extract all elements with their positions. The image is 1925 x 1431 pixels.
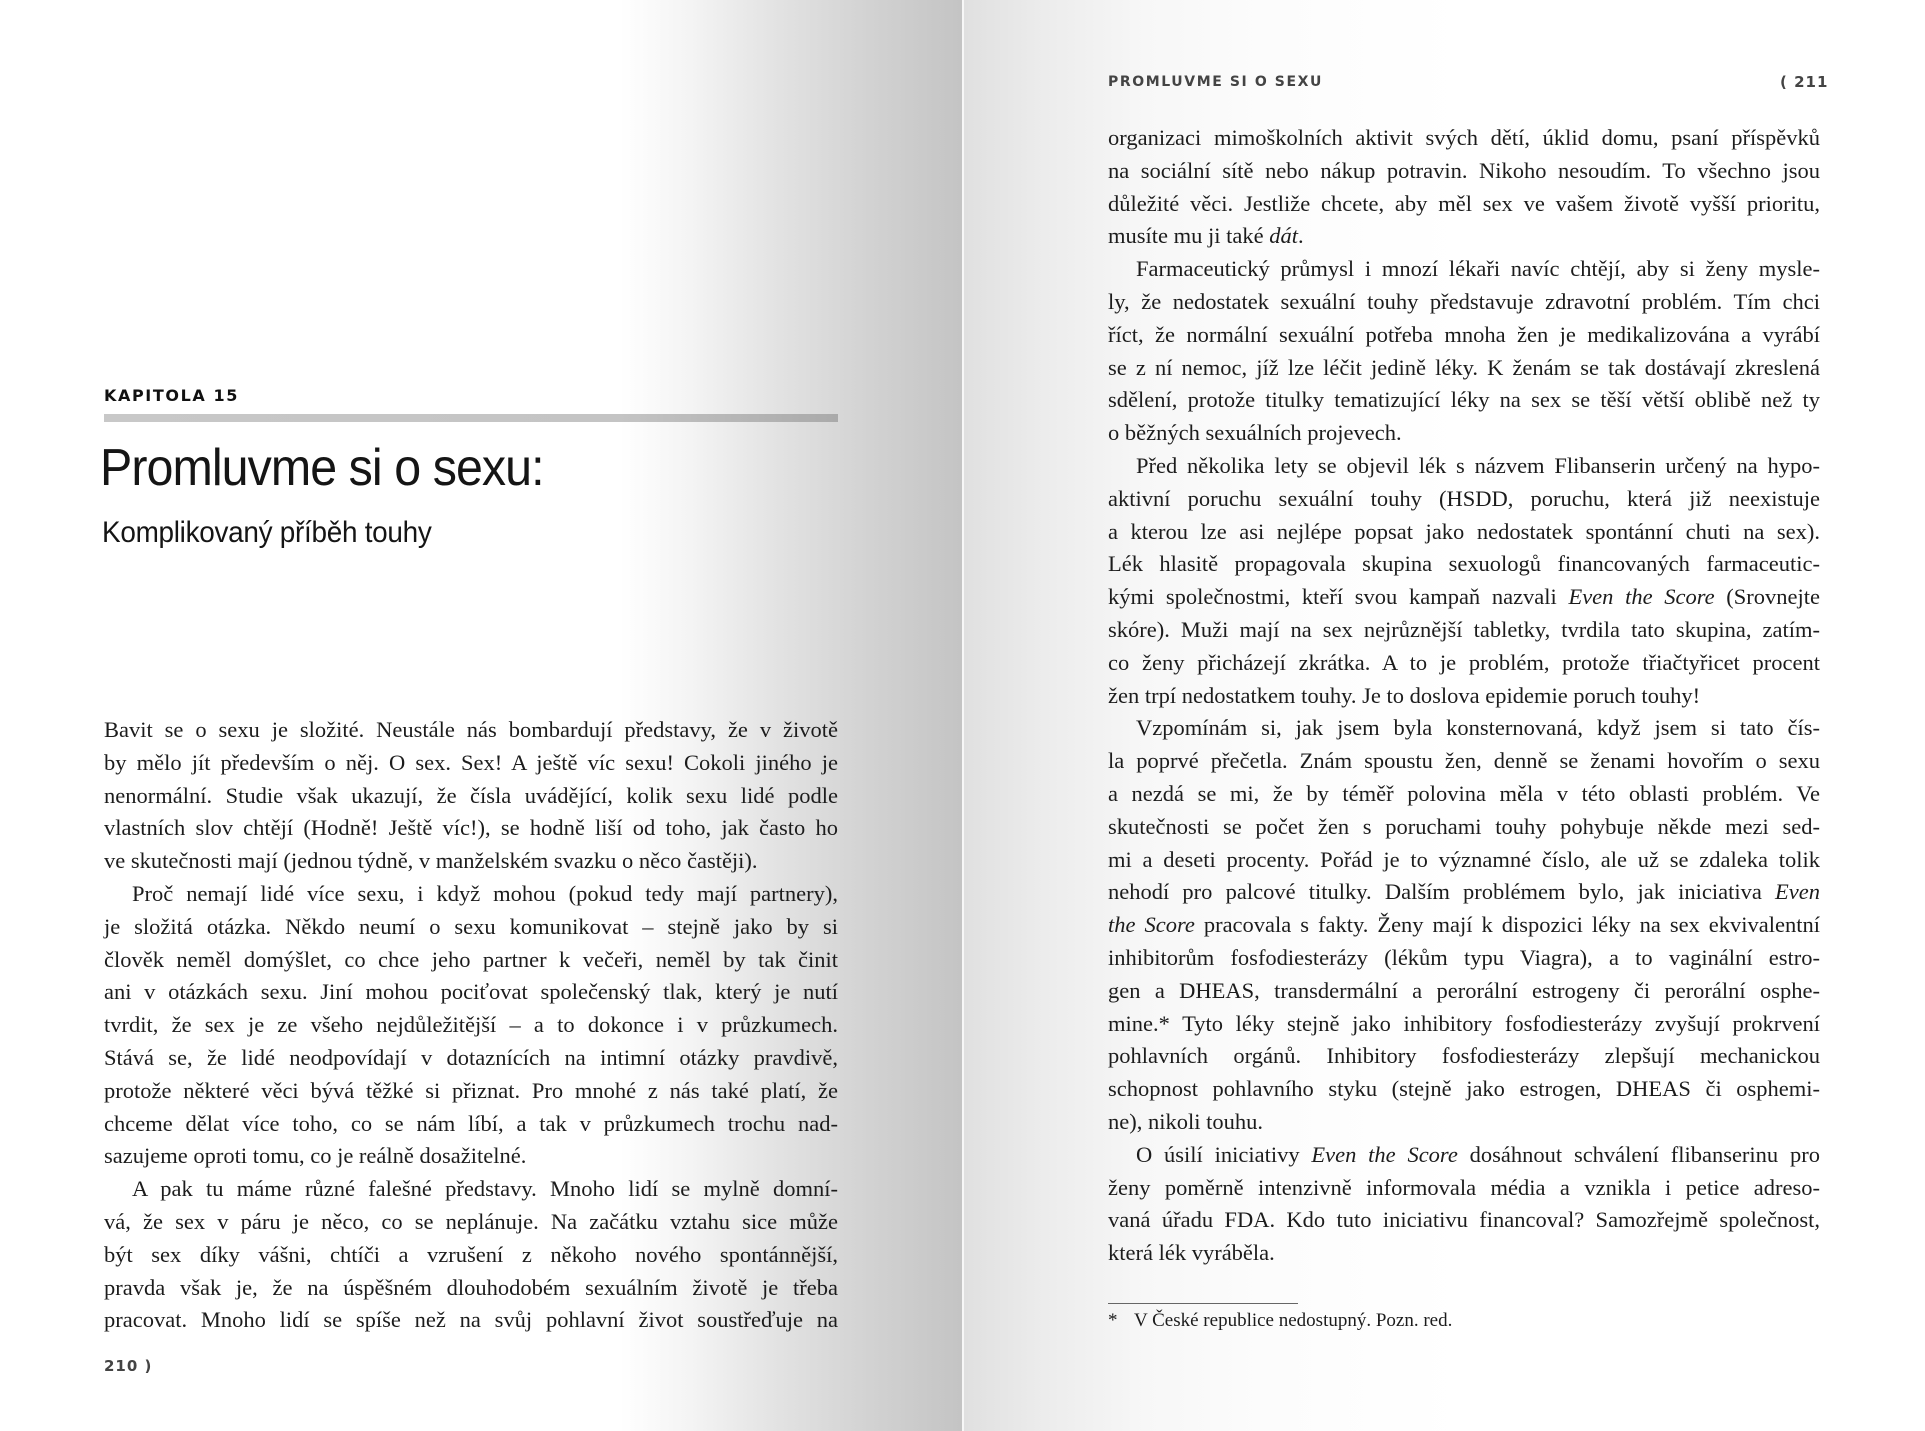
text-line: ženy poměrně intenzivně informovala média a vznikla i petice adreso-	[1108, 1174, 1820, 1200]
text-line: ve skutečnosti mají (jednou týdně, v manželském svazku o něco častěji).	[104, 848, 758, 874]
page-number-left: 210 )	[104, 1357, 153, 1375]
footnote-marker: *	[1108, 1310, 1118, 1331]
paragraph	[104, 878, 838, 1173]
text-line: schopnost pohlavního styku (stejně jako estrogen, DHEAS či osphemi-	[1108, 1076, 1820, 1102]
text-line: protože některé věci bývá těžké si přiznat. Pro mnohé z nás také platí, že	[104, 1077, 838, 1103]
running-head: PROMLUVME SI O SEXU	[1108, 74, 1324, 90]
text-line	[1108, 1139, 1820, 1172]
text-run: .	[1298, 223, 1304, 249]
text-line: Vzpomínám si, jak jsem byla konsternovaná, když jsem si tato čís-	[1136, 715, 1820, 741]
text-line: člověk neměl domýšlet, co chce jeho partner k večeři, neměl by tak činit	[104, 946, 838, 972]
left-page-body	[104, 714, 838, 1337]
page-number-right: ( 211	[1780, 73, 1829, 91]
text-line: ani v otázkách sexu. Jiní mohou pociťovat společenský tlak, který je nutí	[104, 979, 838, 1005]
text-line	[1108, 876, 1820, 909]
text-line: vá, že sex v páru je něco, co se neplánuje. Na začátku vztahu sice může	[104, 1208, 838, 1234]
right-page-body	[1108, 122, 1820, 1270]
text-line: organizaci mimoškolních aktivit svých dětí, úklid domu, psaní příspěvků	[1108, 125, 1820, 150]
text-line: sdělení, protože titulky tematizující léky na sex se těší větší oblibě než ty	[1108, 387, 1820, 413]
text-line: být sex díky vášni, chtíči a vzrušení z někoho nového spontánnější,	[104, 1241, 838, 1267]
emphasis-text: the Score	[1108, 912, 1195, 938]
text-run: kými společnostmi, kteří svou kampaň nazvali	[1108, 584, 1569, 610]
text-line: o běžných sexuálních projevech.	[1108, 420, 1402, 446]
footnote-divider	[1108, 1303, 1298, 1304]
chapter-subtitle: Komplikovaný příběh touhy	[102, 516, 432, 549]
emphasis-text: dát	[1269, 223, 1298, 249]
text-line: Proč nemají lidé více sexu, i když mohou (pokud tedy mají partnery),	[132, 880, 838, 906]
text-line: Před několika lety se objevil lék s názvem Flibanserin určený na hypo-	[1136, 452, 1820, 478]
chapter-title: Promluvme si o sexu:	[100, 439, 544, 497]
text-line: důležité věci. Jestliže chcete, aby měl sex ve vašem životě vyšší prioritu,	[1108, 190, 1820, 216]
text-run: musíte mu ji také	[1108, 223, 1270, 249]
paragraph	[1108, 122, 1820, 253]
paragraph	[104, 714, 838, 878]
text-line: pohlavních orgánů. Inhibitory fosfodiesterázy zlepšují mechanickou	[1108, 1043, 1820, 1069]
emphasis-text: Even the Score	[1568, 584, 1715, 610]
emphasis-text: Even	[1775, 879, 1820, 905]
paragraph	[104, 1173, 838, 1337]
text-line: mine.* Tyto léky stejně jako inhibitory fosfodiesterázy zvyšují prokrvení	[1108, 1010, 1820, 1036]
text-line: A pak tu máme různé falešné představy. Mnoho lidí se mylně domní-	[132, 1176, 838, 1202]
text-line: Bavit se o sexu je složité. Neustále nás bombardují představy, že v životě	[104, 717, 838, 742]
text-line	[1108, 909, 1820, 942]
text-run: dosáhnout schválení flibanserinu pro	[1457, 1141, 1820, 1167]
text-line: ly, že nedostatek sexuální touhy představuje zdravotní problém. Tím chci	[1108, 288, 1820, 314]
text-line: inhibitorům fosfodiesterázy (lékům typu Viagra), a to vaginální estro-	[1108, 944, 1820, 970]
text-line	[1108, 220, 1820, 253]
text-line: co ženy přicházejí zkrátka. A to je problém, protože třiačtyřicet procent	[1108, 649, 1820, 675]
text-run: O úsilí iniciativy	[1136, 1141, 1312, 1167]
text-line: skóre). Muži mají na sex nejrůznější tabletky, tvrdila tato skupina, zatím-	[1108, 616, 1820, 642]
text-line: nenormální. Studie však ukazují, že čísla uvádějící, kolik sexu lidé podle	[104, 782, 838, 808]
text-run: pracovala s fakty. Ženy mají k dispozici léky na sex ekvivalentní	[1194, 912, 1820, 938]
text-line: pracovat. Mnoho lidí se spíše než na svůj pohlavní život soustřeďuje na	[104, 1307, 838, 1333]
text-line: na sociální sítě nebo nákup potravin. Nikoho nesoudím. To všechno jsou	[1108, 157, 1820, 183]
text-line: la poprvé přečetla. Znám spoustu žen, denně se ženami hovořím o sexu	[1108, 748, 1820, 774]
text-line: je složitá otázka. Někdo neumí o sexu komunikovat – stejně jako by si	[104, 913, 838, 939]
text-line: Farmaceutický průmysl i mnozí lékaři navíc chtějí, aby si ženy mysle-	[1136, 256, 1820, 282]
footnote	[1108, 1310, 1452, 1332]
text-line: která lék vyráběla.	[1108, 1240, 1275, 1266]
text-run: nehodí pro palcové titulky. Dalším problémem bylo, jak iniciativa	[1108, 879, 1776, 905]
text-line: vaná úřadu FDA. Kdo tuto iniciativu financoval? Samozřejmě společnost,	[1108, 1207, 1820, 1233]
text-line: se z ní nemoc, jíž lze léčit jedině léky. K ženám se tak dostávají zkreslená	[1108, 354, 1820, 380]
text-line: Lék hlasitě propagovala skupina sexuologů financovaných farmaceutic-	[1108, 551, 1820, 577]
paragraph	[1108, 450, 1820, 712]
text-line: tvrdit, že sex je ze všeho nejdůležitější – a to dokonce i v průzkumech.	[104, 1012, 838, 1038]
text-line: říct, že normální sexuální potřeba mnoha žen je medikalizována a vyrábí	[1108, 321, 1820, 347]
text-line: vlastních slov chtějí (Hodně! Ještě víc!), se hodně liší od toho, jak často ho	[104, 815, 838, 841]
paragraph	[1108, 253, 1820, 450]
text-line: a kterou lze asi nejlépe popsat jako nedostatek spontánní chuti na sex).	[1108, 518, 1820, 544]
text-run: (Srovnejte	[1714, 584, 1820, 610]
chapter-divider-bar	[104, 414, 838, 422]
text-line: by mělo jít především o něj. O sex. Sex! A ještě víc sexu! Cokoli jiného je	[104, 749, 838, 775]
footnote-text: V České republice nedostupný. Pozn. red.	[1134, 1310, 1453, 1331]
text-line: ne), nikoli touhu.	[1108, 1108, 1263, 1134]
text-line: Stává se, že lidé neodpovídají v dotaznících na intimní otázky pravdivě,	[104, 1044, 838, 1070]
text-line: mi a deseti procenty. Pořád je to významné číslo, ale už se zdaleka tolik	[1108, 846, 1820, 872]
paragraph	[1108, 1139, 1820, 1270]
chapter-label: KAPITOLA 15	[104, 386, 239, 405]
paragraph	[1108, 712, 1820, 1138]
text-line: chceme dělat více toho, co se nám líbí, a tak v průzkumech trochu nad-	[104, 1110, 838, 1136]
text-line: žen trpí nedostatkem touhy. Je to doslova epidemie poruch touhy!	[1108, 682, 1701, 708]
text-line: gen a DHEAS, transdermální a perorální estrogeny či perorální osphe-	[1108, 977, 1820, 1003]
text-line: aktivní poruchu sexuální touhy (HSDD, poruchu, která již neexistuje	[1108, 485, 1820, 511]
text-line	[1108, 581, 1820, 614]
text-line: sazujeme oproti tomu, co je reálně dosažitelné.	[104, 1143, 527, 1169]
text-line: a nezdá se mi, že by téměř polovina měla v této oblasti problém. Ve	[1108, 780, 1820, 806]
text-line: skutečnosti se počet žen s poruchami touhy pohybuje někde mezi sed-	[1108, 813, 1820, 839]
text-line: pravda však je, že na úspěšném dlouhodobém sexuálním životě je třeba	[104, 1274, 838, 1300]
emphasis-text: Even the Score	[1311, 1141, 1458, 1167]
